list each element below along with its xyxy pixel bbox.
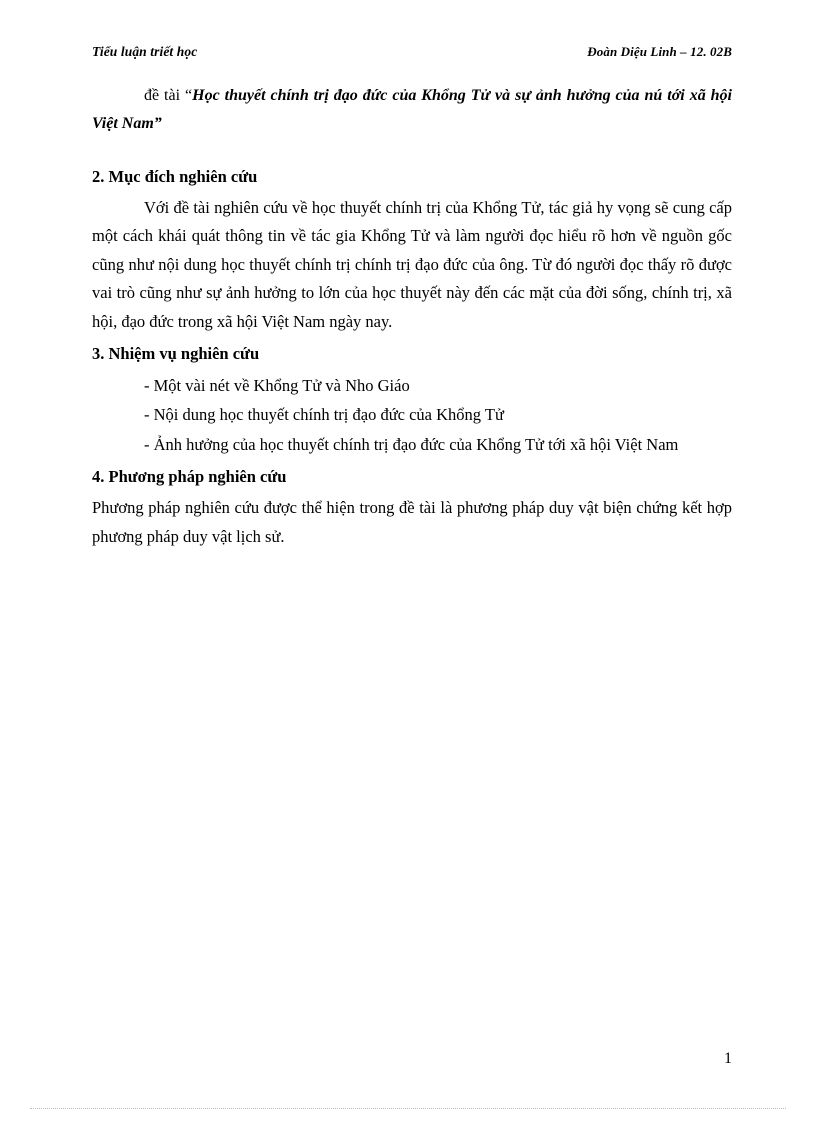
section-heading-purpose: 2. Mục đích nghiên cứu (92, 167, 258, 187)
page-number: 1 (724, 1050, 732, 1067)
section-heading-methods: 4. Phương pháp nghiên cứu (92, 467, 287, 487)
running-header (92, 44, 732, 60)
title-bold-text: Học thuyết chính trị đạo đức của Khổng Tử và sự ảnh hưởng của nú tới xã hội Việt Nam” (92, 87, 733, 132)
title-lead-text: đề tài “ (144, 87, 193, 104)
task-bullet-3: - Ảnh hưởng của học thuyết chính trị đạo đức của Khổng Tử tới xã hội Việt Nam (144, 434, 679, 454)
header-right-text: Đoàn Diệu Linh – 12. 02B (587, 44, 732, 59)
footer-divider (30, 1108, 786, 1109)
section-paragraph-methods: Phương pháp nghiên cứu được thể hiện trong đề tài là phương pháp duy vật biện chứng kết hợp phương pháp duy vật lịch sử. (92, 498, 732, 546)
page-content (92, 44, 732, 553)
task-bullet-2: - Nội dung học thuyết chính trị đạo đức của Khổng Tử (144, 405, 504, 425)
section-paragraph-purpose: Với đề tài nghiên cứu về học thuyết chính trị của Khổng Tử, tác giả hy vọng sẽ cung cấp một cách khái quát thông tin về tác gia Khổng Tử và làm người đọc hiểu rõ hơn về nguồn gốc cũng như nội dung học thuyết chính trị chính trị đạo đức của ông. Từ đó người đọc thấy rõ được vai trò cũng như sự ảnh hưởng to lớn của học thuyết này đến các mặt của đời sống, chính trị, xã hội, đạo đức trong xã hội Việt Nam ngày nay. (92, 198, 732, 331)
section-heading-tasks: 3. Nhiệm vụ nghiên cứu (92, 343, 260, 363)
thesis-title-paragraph (92, 82, 732, 137)
header-left-text: Tiểu luận triết học (92, 44, 198, 59)
task-bullet-1: - Một vài nét về Khổng Tử và Nho Giáo (144, 376, 410, 395)
